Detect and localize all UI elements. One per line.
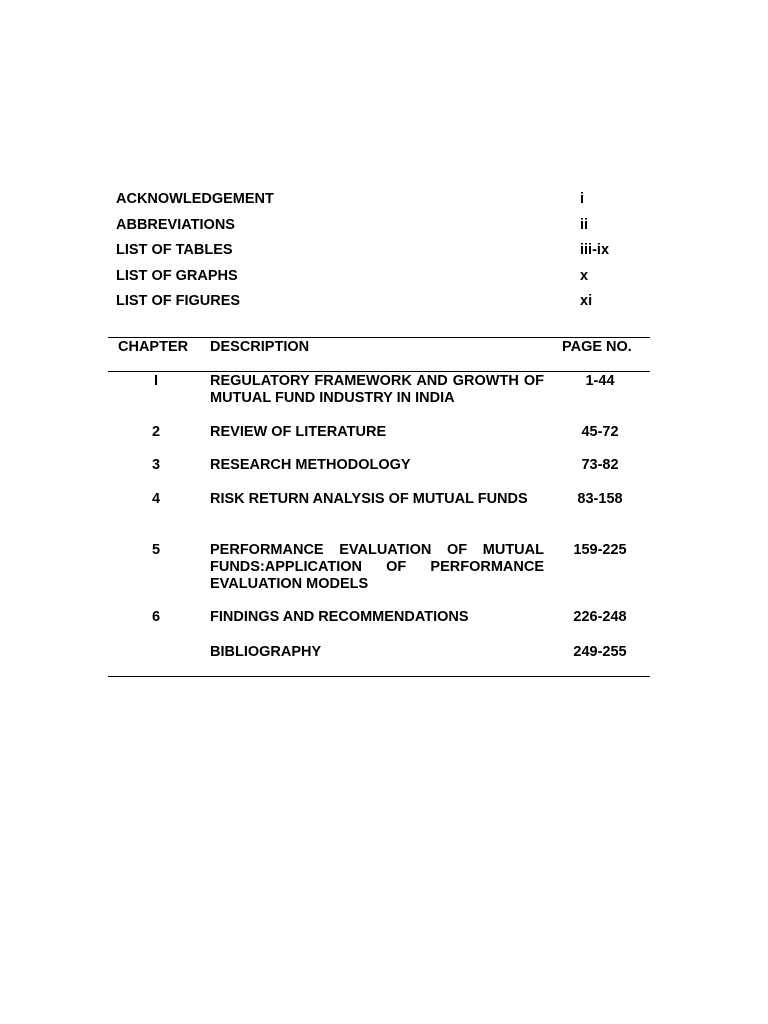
front-matter-item — [116, 216, 636, 242]
chapter-description: RESEARCH METHODOLOGY — [210, 457, 411, 473]
front-matter-page: xi — [580, 293, 593, 309]
front-matter-item — [116, 190, 636, 216]
chapter-description: REGULATORY FRAMEWORK AND GROWTH OF MUTUAL FUND INDUSTRY IN INDIA — [210, 373, 544, 406]
description-column-header: DESCRIPTION — [210, 339, 310, 355]
front-matter-title: ACKNOWLEDGEMENT — [116, 191, 274, 207]
chapter-page: 226-248 — [573, 609, 627, 625]
front-matter-title: LIST OF TABLES — [116, 242, 233, 258]
table-header-rule — [108, 371, 650, 372]
front-matter-item — [116, 292, 636, 318]
front-matter-item — [116, 267, 636, 293]
front-matter-page: iii-ix — [580, 242, 610, 258]
front-matter-page: i — [580, 191, 585, 207]
front-matter-item — [116, 241, 636, 267]
front-matter-page: ii — [580, 216, 589, 233]
contents-table-header — [0, 338, 768, 358]
chapter-page: 83-158 — [577, 491, 623, 507]
chapter-description: RISK RETURN ANALYSIS OF MUTUAL FUNDS — [210, 491, 528, 507]
chapter-page: 159-225 — [573, 542, 627, 558]
chapter-number: I — [153, 373, 159, 389]
front-matter-title: ABBREVIATIONS — [116, 216, 235, 233]
page-column-header: PAGE NO. — [562, 339, 632, 355]
chapter-column-header: CHAPTER — [118, 339, 189, 355]
chapter-number: 6 — [151, 609, 161, 625]
chapter-number: 4 — [151, 491, 161, 507]
chapter-page: 249-255 — [573, 644, 627, 660]
front-matter-page: x — [580, 267, 589, 284]
chapter-description: FINDINGS AND RECOMMENDATIONS — [210, 609, 469, 625]
chapter-description: REVIEW OF LITERATURE — [210, 424, 387, 440]
front-matter-title: LIST OF FIGURES — [116, 293, 241, 309]
chapter-description: PERFORMANCE EVALUATION OF MUTUAL FUNDS:APPLICATION OF PERFORMANCE EVALUATION MODELS — [210, 542, 544, 592]
front-matter-title: LIST OF GRAPHS — [116, 267, 238, 284]
chapter-description: BIBLIOGRAPHY — [210, 644, 322, 660]
table-bottom-rule — [108, 676, 650, 677]
chapter-page: 45-72 — [581, 424, 619, 440]
front-matter-list — [116, 190, 636, 318]
chapter-page: 1-44 — [585, 373, 615, 389]
chapter-number: 2 — [151, 424, 161, 440]
chapter-page: 73-82 — [581, 457, 619, 473]
chapter-number: 3 — [151, 457, 161, 473]
chapter-number: 5 — [151, 542, 161, 558]
